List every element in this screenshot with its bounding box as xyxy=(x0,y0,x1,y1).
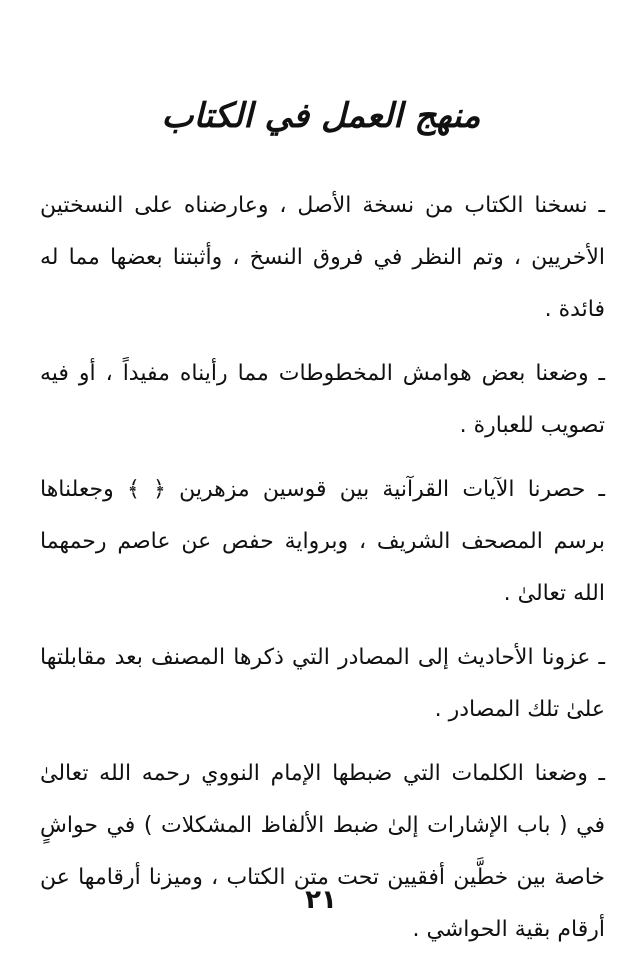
paragraph-1: ـ نسخنا الكتاب من نسخة الأصل ، وعارضناه على النسختين الأخريين ، وتم النظر في فروق النسخ ، وأثبتنا بعضها مما له فائدة . xyxy=(40,193,605,322)
paragraph-4: ـ عزونا الأحاديث إلى المصادر التي ذكرها المصنف بعد مقابلتها علىٰ تلك المصادر . xyxy=(40,645,605,722)
paragraph-5: ـ وضعنا الكلمات التي ضبطها الإمام النووي رحمه الله تعالىٰ في ( باب الإشارات إلىٰ ضبط الألفاظ المشكلات ) في حواشٍ خاصة بين خطَّين أفقيين تحت متن الكتاب ، وميزنا أرقامها عن أرقام بقية الحواشي . xyxy=(40,761,605,942)
page-number: ٢١ xyxy=(305,885,337,915)
page-title: منهج العمل في الكتاب xyxy=(161,96,481,136)
paragraph-3: ـ حصرنا الآيات القرآنية بين قوسين مزهرين ﴿ ﴾ وجعلناها برسم المصحف الشريف ، وبرواية حفص عن عاصم رحمهما الله تعالىٰ . xyxy=(40,477,605,606)
body-text xyxy=(40,180,605,968)
paragraph-2: ـ وضعنا بعض هوامش المخطوطات مما رأيناه مفيداً ، أو فيه تصويب للعبارة . xyxy=(40,361,605,438)
